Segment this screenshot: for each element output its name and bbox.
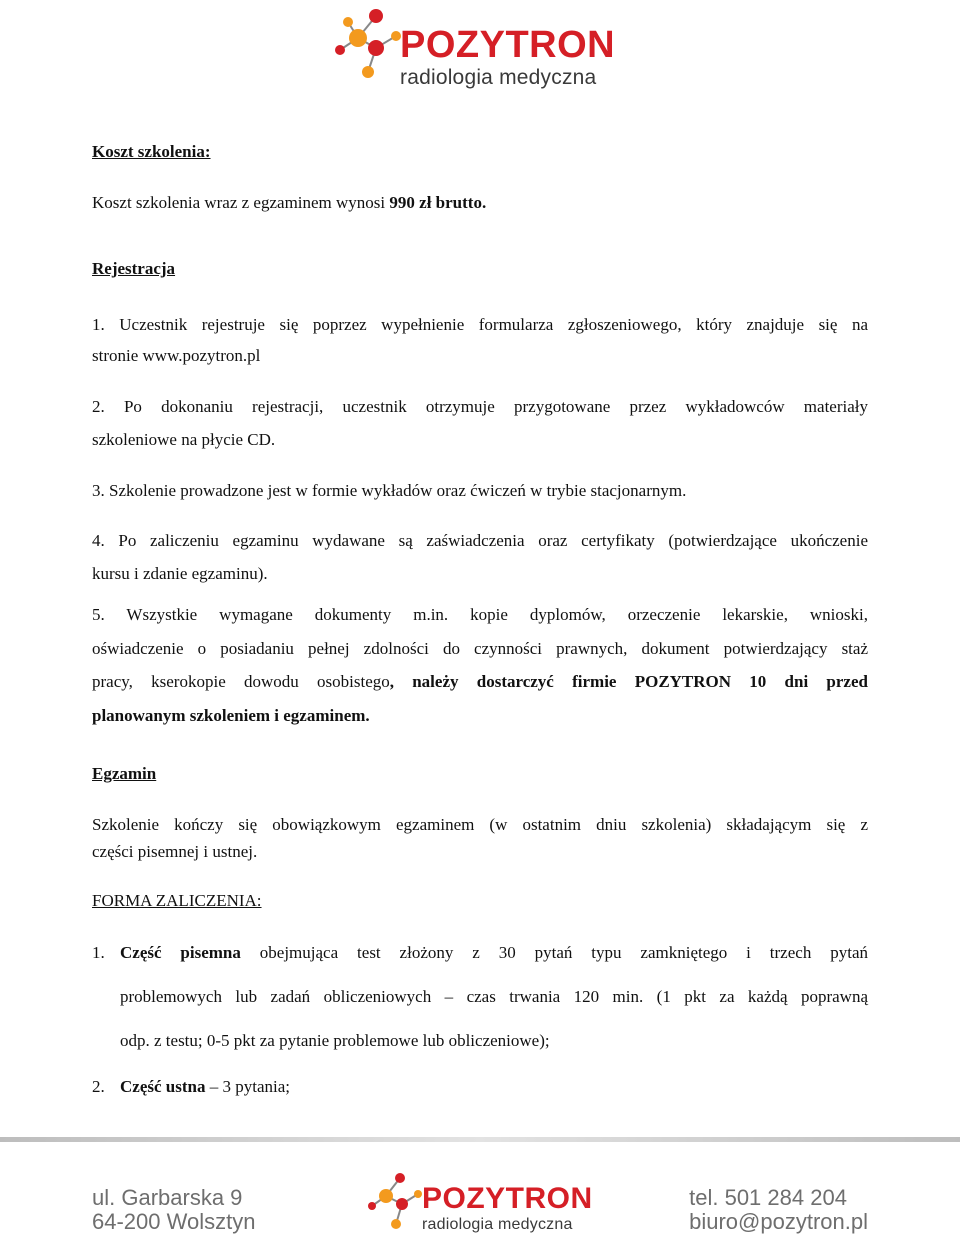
exam-line-1: Szkolenie kończy się obowiązkowym egzaminem (w ostatnim dniu szkolenia) składającym się z [92,815,868,834]
brand-name: POZYTRON [400,24,616,66]
registration-item-5-line-1: 5. Wszystkie wymagane dokumenty m.in. kopie dyplomów, orzeczenie lekarskie, wnioski, [92,605,868,624]
registration-item-1-line-1: 1. Uczestnik rejestruje się poprzez wypełnienie formularza zgłoszeniowego, który znajduje się na [92,315,868,334]
registration-item-5-line-4: planowanym szkoleniem i egzaminem. [92,706,370,725]
molecule-icon [318,4,408,92]
form-item-1-line-2: problemowych lub zadań obliczeniowych – czas trwania 120 min. (1 pkt za każdą poprawną [120,987,868,1006]
footer-address [92,1186,255,1234]
header-logo [318,4,638,92]
address-street: ul. Garbarska 9 [92,1185,243,1210]
form-item-1-line-3: odp. z testu; 0-5 pkt za pytanie problemowe lub obliczeniowe); [120,1031,550,1050]
exam-heading: Egzamin [92,764,157,783]
cost-text: Koszt szkolenia wraz z egzaminem wynosi [92,193,390,212]
registration-item-4-line-2: kursu i zdanie egzaminu). [92,564,268,583]
phone-number: tel. 501 284 204 [689,1185,847,1210]
registration-item-1-line-2: stronie www.pozytron.pl [92,346,261,365]
brand-tagline: radiologia medyczna [400,66,597,89]
form-heading: FORMA ZALICZENIA: [92,891,262,910]
form-item-2-text: – 3 pytania; [205,1077,290,1096]
exam-line-2: części pisemnej i ustnej. [92,842,258,861]
form-item-2-title: Część ustna [120,1077,206,1096]
item-5-plain: pracy, kserokopie dowodu osobistego [92,672,390,691]
cost-heading: Koszt szkolenia: [92,142,211,161]
form-item-1-number: 1. [92,943,105,962]
footer [0,1142,960,1242]
registration-item-3: 3. Szkolenie prowadzone jest w formie wykładów oraz ćwiczeń w trybie stacjonarnym. [92,481,687,500]
email-address: biuro@pozytron.pl [689,1209,868,1234]
molecule-icon [356,1170,426,1240]
registration-item-5-line-3 [92,672,868,692]
footer-brand-name: POZYTRON [422,1182,593,1215]
registration-heading: Rejestracja [92,259,176,278]
cost-amount: 990 zł brutto. [389,193,487,212]
footer-logo [356,1170,616,1240]
registration-item-2-line-1: 2. Po dokonaniu rejestracji, uczestnik otrzymuje przygotowane przez wykładowców materiały [92,397,868,416]
form-item-1-title: Część pisemna [120,943,241,962]
form-item-1-text: obejmująca test złożony z 30 pytań typu zamkniętego i trzech pytań [240,943,868,962]
cost-paragraph [92,193,486,213]
form-item-1-line-1 [120,943,868,963]
registration-item-2-line-2: szkoleniowe na płycie CD. [92,430,276,449]
address-city: 64-200 Wolsztyn [92,1209,256,1234]
item-5-bold: , należy dostarczyć firmie POZYTRON 10 dni przed [389,672,868,691]
footer-brand-tagline: radiologia medyczna [422,1216,573,1233]
footer-contact [689,1186,868,1234]
form-item-2-number: 2. [92,1077,105,1096]
form-item-2-line [120,1077,290,1097]
registration-item-5-line-2: oświadczenie o posiadaniu pełnej zdolności do czynności prawnych, dokument potwierdzający staż [92,639,868,658]
registration-item-4-line-1: 4. Po zaliczeniu egzaminu wydawane są zaświadczenia oraz certyfikaty (potwierdzające ukończenie [92,531,868,550]
